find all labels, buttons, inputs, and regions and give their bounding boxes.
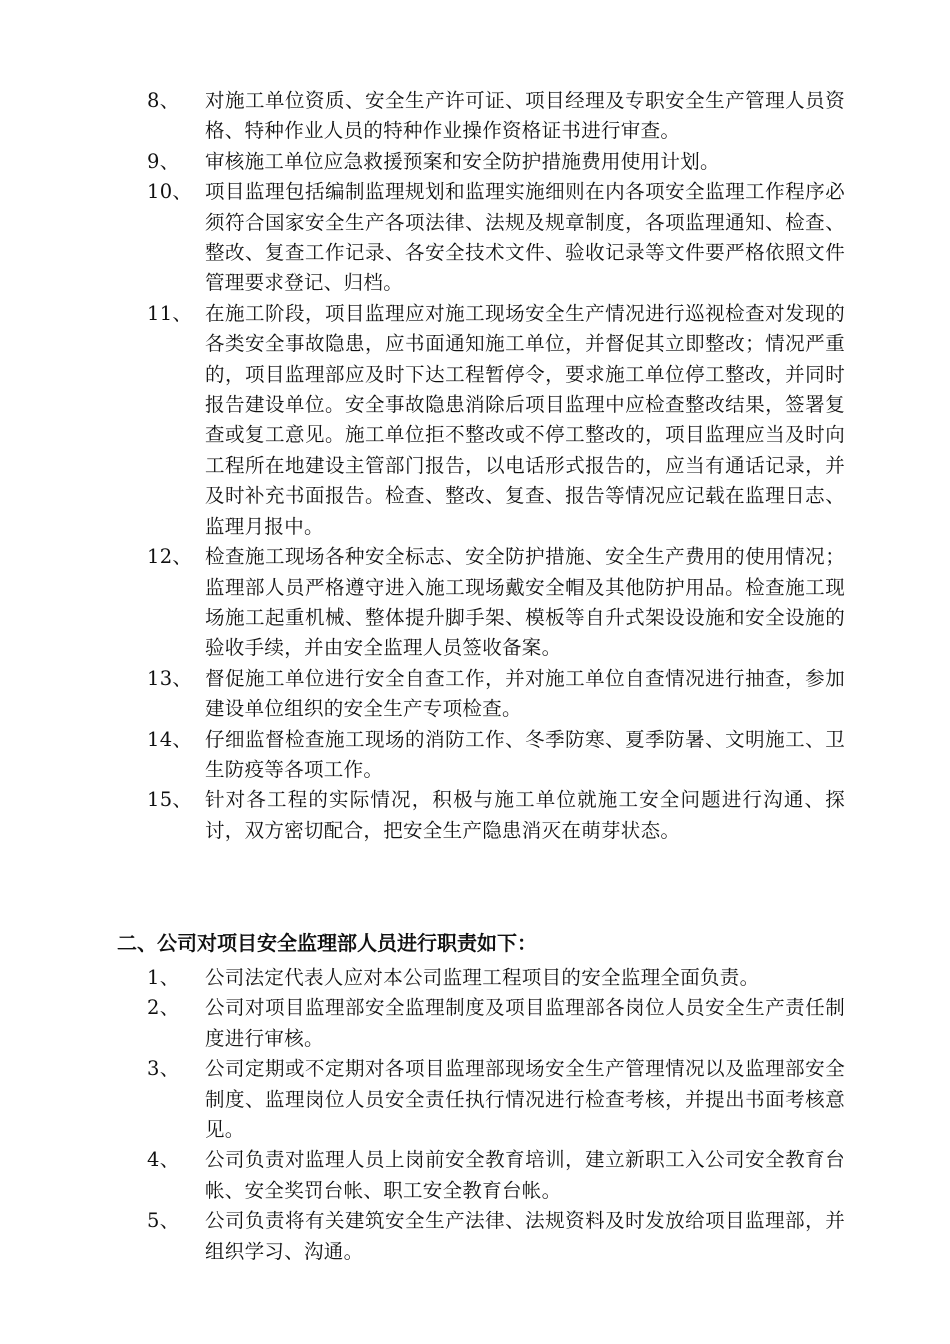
item-text: 针对各工程的实际情况，积极与施工单位就施工安全问题进行沟通、探讨，双方密切配合，把安全生产隐患消灭在萌芽状态。 bbox=[205, 788, 845, 842]
item-number: 9、 bbox=[147, 149, 180, 173]
list-item bbox=[0, 1206, 845, 1267]
item-number: 10、 bbox=[147, 180, 193, 204]
item-text: 督促施工单位进行安全自查工作，并对施工单位自查情况进行抽查，参加建设单位组织的安全生产专项检查。 bbox=[205, 666, 845, 721]
item-number: 4、 bbox=[147, 1148, 180, 1172]
list-item bbox=[0, 1145, 845, 1206]
item-text: 公司法定代表人应对本公司监理工程项目的安全监理全面负责。 bbox=[205, 966, 760, 989]
item-text: 审核施工单位应急救援预案和安全防护措施费用使用计划。 bbox=[205, 149, 720, 173]
item-number: 12、 bbox=[147, 545, 193, 569]
item-number: 13、 bbox=[147, 666, 193, 690]
item-number: 15、 bbox=[147, 788, 193, 812]
item-text: 项目监理包括编制监理规划和监理实施细则在内各项安全监理工作程序必须符合国家安全生产各项法律、法规及规章制度，各项监理通知、检查、整改、复查工作记录、各安全技术文件、验收记录等文件要严格依照文件管理要求登记、归档。 bbox=[205, 180, 845, 295]
duty-list-company bbox=[0, 963, 950, 1267]
item-number: 1、 bbox=[147, 966, 180, 989]
list-item bbox=[0, 147, 845, 177]
item-number: 2、 bbox=[147, 996, 180, 1020]
item-text: 公司负责将有关建筑安全生产法律、法规资料及时发放给项目监理部，并组织学习、沟通。 bbox=[205, 1209, 845, 1263]
item-text: 公司对项目监理部安全监理制度及项目监理部各岗位人员安全生产责任制度进行审核。 bbox=[205, 996, 845, 1050]
list-item bbox=[0, 725, 845, 786]
list-item bbox=[0, 177, 845, 299]
item-number: 8、 bbox=[147, 89, 180, 112]
list-item bbox=[0, 785, 845, 846]
item-text: 仔细监督检查施工现场的消防工作、冬季防寒、夏季防暑、文明施工、卫生防疫等各项工作。 bbox=[205, 727, 845, 781]
item-text: 公司负责对监理人员上岗前安全教育培训，建立新职工入公司安全教育台帐、安全奖罚台帐、职工安全教育台帐。 bbox=[205, 1148, 845, 1202]
item-number: 14、 bbox=[147, 727, 193, 751]
list-item bbox=[0, 542, 845, 664]
list-item bbox=[0, 963, 845, 993]
duty-list-project-supervision bbox=[0, 86, 950, 846]
list-item bbox=[0, 1054, 845, 1145]
item-number: 5、 bbox=[147, 1209, 180, 1233]
item-number: 3、 bbox=[147, 1057, 180, 1081]
item-text: 在施工阶段，项目监理应对施工现场安全生产情况进行巡视检查对发现的各类安全事故隐患，应书面通知施工单位，并督促其立即整改；情况严重的，项目监理部应及时下达工程暂停令，要求施工单位停工整改，并同时报告建设单位。安全事故隐患消除后项目监理中应检查整改结果，签署复查或复工意见。施工单位拒不整改或不停工整改的，项目监理应当及时向工程所在地建设主管部门报告，以电话形式报告的，应当有通话记录，并及时补充书面报告。检查、整改、复查、报告等情况应记载在监理日志、监理月报中。 bbox=[205, 301, 845, 538]
list-item bbox=[0, 299, 845, 542]
section-heading: 二、公司对项目安全监理部人员进行职责如下： bbox=[117, 931, 537, 955]
list-item bbox=[0, 993, 845, 1054]
item-number: 11、 bbox=[147, 301, 193, 325]
list-item bbox=[0, 664, 845, 725]
item-text: 对施工单位资质、安全生产许可证、项目经理及专职安全生产管理人员资格、特种作业人员的特种作业操作资格证书进行审查。 bbox=[205, 89, 845, 143]
list-item bbox=[0, 86, 845, 147]
item-text: 公司定期或不定期对各项目监理部现场安全生产管理情况以及监理部安全制度、监理岗位人员安全责任执行情况进行检查考核，并提出书面考核意见。 bbox=[205, 1057, 845, 1142]
item-text: 检查施工现场各种安全标志、安全防护措施、安全生产费用的使用情况；监理部人员严格遵守进入施工现场戴安全帽及其他防护用品。检查施工现场施工起重机械、整体提升脚手架、模板等自升式架设设施和安全设施的验收手续，并由安全监理人员签收备案。 bbox=[205, 545, 845, 660]
